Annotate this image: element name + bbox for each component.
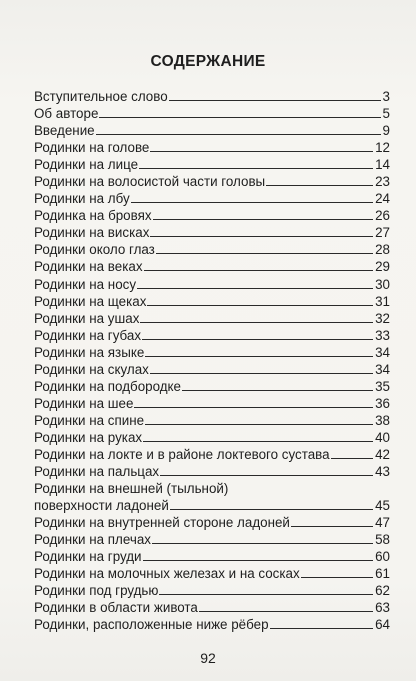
toc-entry-page: 28 [375,242,390,258]
toc-entry [34,378,390,395]
toc-entry-label: Родинки на скулах [34,361,149,377]
toc-entry-label: Родинка на бровях [34,208,152,224]
dot-leader [331,458,374,459]
toc-entry [34,241,390,258]
toc-entry-label: Введение [34,123,95,139]
dot-leader [145,356,373,357]
dot-leader [152,543,373,544]
toc-entry-page: 61 [375,566,390,582]
toc-entry-page: 29 [375,259,390,275]
toc-entry [34,361,390,378]
dot-leader [139,168,373,169]
toc-entry [34,258,390,275]
toc-entry-page: 63 [375,600,390,616]
toc-entry-label: Родинки на молочных железах и на сосках [34,566,300,582]
toc-entry [34,463,390,480]
toc-entry-label: Родинки под грудью [34,583,159,599]
toc-entry [34,310,390,327]
toc-entry [34,276,390,293]
toc-entry [34,616,390,633]
toc-entry-label: Об авторе [34,106,99,122]
dot-leader [147,305,373,306]
toc-entry-label: Родинки на висках [34,225,150,241]
toc-entry-page: 30 [375,276,390,292]
toc-entry [34,531,390,548]
dot-leader [150,151,373,152]
toc-entry [34,327,390,344]
dot-leader [150,236,373,237]
toc-entry [34,293,390,310]
toc-entry-continued [34,480,390,497]
toc-entry [34,582,390,599]
dot-leader [270,628,374,629]
dot-leader [144,270,374,271]
toc-entry-label: Родинки на спине [34,412,145,428]
dot-leader [131,202,373,203]
toc-entry-label: Родинки на щеках [34,293,147,309]
toc-entry-label: Родинки, расположенные ниже рёбер [34,617,269,633]
toc-entry-page: 45 [375,498,390,514]
toc-entry-page: 27 [375,225,390,241]
toc-entry [34,395,390,412]
dot-leader [143,560,374,561]
toc-entry-label: Родинки на груди [34,549,142,565]
toc-entry-page: 35 [375,378,390,394]
toc-entry [34,122,390,139]
toc-entry-label: Родинки около глаз [34,242,155,258]
toc-entry-page: 62 [375,583,390,599]
toc-title: СОДЕРЖАНИЕ [150,53,266,70]
toc-entry-page: 34 [375,344,390,360]
dot-leader [140,322,373,323]
dot-leader [99,117,380,118]
toc-entry [34,105,390,122]
toc-entry-label: поверхности ладоней [34,498,169,514]
toc-entry-page: 33 [375,327,390,343]
toc-entry-label: Родинки на лбу [34,191,130,207]
toc-entry-page: 64 [375,617,390,633]
toc-entry-page: 23 [375,174,390,190]
toc-entry-label: Родинки в области живота [34,600,198,616]
toc-entry-page: 36 [375,395,390,411]
toc-entry-label: Родинки на руках [34,429,143,445]
toc-entry-page: 3 [382,89,390,104]
toc-entry-label: Родинки на голове [34,140,150,156]
dot-leader [266,185,373,186]
toc-entry-page: 32 [375,310,390,326]
toc-entry [34,88,390,105]
page-number: 92 [200,650,216,666]
toc-entry-page: 26 [375,208,390,224]
toc-entry-label: Родинки на внутренней стороне ладоней [34,515,290,531]
dot-leader [160,475,373,476]
toc-entry-label: Родинки на волосистой части головы [34,174,266,190]
toc-entry-label: Вступительное слово [34,89,168,104]
dot-leader [199,611,373,612]
toc-entry-label: Родинки на ушах [34,310,140,326]
dot-leader [150,373,373,374]
toc-entry-label: Родинки на пальцах [34,464,160,480]
toc-entry [34,156,390,173]
toc-entry [34,412,390,429]
toc-entry-page: 9 [382,123,390,139]
dot-leader [301,577,373,578]
toc-entry-label: Родинки на подбородке [34,378,182,394]
toc-entry-label: Родинки на внешней (тыльной) [34,481,229,497]
toc-entry [34,599,390,616]
dot-leader [182,390,373,391]
toc-entry-page: 60 [375,549,390,565]
toc-entry [34,190,390,207]
toc-entry [34,548,390,565]
toc-entry-label: Родинки на лице [34,157,139,173]
toc-entry-page: 5 [382,106,390,122]
toc-entry-page: 12 [375,140,390,156]
toc-entry [34,514,390,531]
toc-entry-label: Родинки на языке [34,344,145,360]
toc-entry-page: 58 [375,532,390,548]
dot-leader [156,253,373,254]
dot-leader [153,219,374,220]
dot-leader [291,526,373,527]
toc-entry-page: 47 [375,515,390,531]
dot-leader [134,407,373,408]
dot-leader [143,441,373,442]
dot-leader [142,339,373,340]
toc-entry-label: Родинки на веках [34,259,143,275]
toc-entry-page: 24 [375,191,390,207]
dot-leader [159,594,373,595]
toc-entry [34,173,390,190]
toc-entry-page: 34 [375,361,390,377]
toc-entry-page: 42 [375,446,390,462]
toc-entry-page: 14 [375,157,390,173]
toc-entry-label: Родинки на плечах [34,532,151,548]
dot-leader [170,509,373,510]
toc-entry-label: Родинки на носу [34,276,137,292]
toc-entry [34,224,390,241]
toc-entry [34,344,390,361]
dot-leader [169,100,381,101]
toc-entry-page: 31 [375,293,390,309]
toc-entry [34,446,390,463]
toc-entry-page: 43 [375,464,390,480]
toc-entry-label: Родинки на локте и в районе локтевого сустава [34,446,330,462]
toc-entry-label: Родинки на шее [34,395,134,411]
dot-leader [96,134,381,135]
dot-leader [137,288,373,289]
toc-entry [34,429,390,446]
toc-entry-page: 40 [375,429,390,445]
toc-entry [34,139,390,156]
table-of-contents [34,88,390,634]
toc-entry [34,497,390,514]
toc-entry [34,565,390,582]
dot-leader [145,424,373,425]
toc-entry-label: Родинки на губах [34,327,142,343]
toc-entry [34,207,390,224]
toc-entry-page: 38 [375,412,390,428]
